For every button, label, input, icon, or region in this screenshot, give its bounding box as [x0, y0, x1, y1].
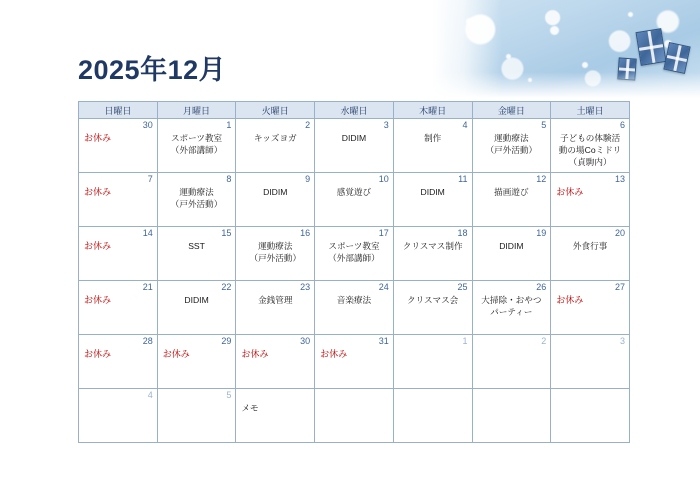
- snowflake-icon: [628, 12, 633, 17]
- event-line: DIDIM: [341, 133, 367, 143]
- calendar-day-cell[interactable]: [551, 119, 630, 173]
- weekday-header-thursday: 木曜日: [393, 102, 472, 119]
- rest-day-label: お休み: [556, 187, 584, 197]
- gift-box-icon: [636, 28, 667, 66]
- day-events: [239, 240, 311, 264]
- calendar-week-row: [79, 173, 630, 227]
- day-cell-content: [394, 173, 472, 226]
- day-cell-content: [551, 173, 629, 226]
- calendar-day-cell[interactable]: [472, 281, 551, 335]
- day-events: [397, 294, 469, 306]
- day-cell-content: [473, 119, 551, 172]
- event-line: 音楽療法: [336, 295, 372, 305]
- calendar-day-cell[interactable]: [315, 389, 394, 443]
- calendar-week-row: [79, 389, 630, 443]
- snowflake-icon: [582, 62, 588, 68]
- calendar-day-cell[interactable]: [472, 389, 551, 443]
- page-title: 2025年12月: [78, 55, 227, 85]
- day-number: 8: [226, 174, 232, 184]
- day-cell-content: [315, 173, 393, 226]
- memo-label: メモ: [241, 403, 259, 413]
- event-line: キッズヨガ: [253, 133, 297, 143]
- day-cell-content: [473, 281, 551, 334]
- calendar-day-cell[interactable]: [315, 119, 394, 173]
- calendar-week-row: [79, 227, 630, 281]
- day-events: [161, 132, 233, 156]
- day-cell-content: [79, 281, 157, 334]
- day-cell-content: [551, 335, 629, 388]
- rest-day-label: お休み: [556, 295, 584, 305]
- event-line: DIDIM: [184, 295, 209, 305]
- calendar-day-cell[interactable]: [393, 281, 472, 335]
- calendar-day-cell[interactable]: [157, 335, 236, 389]
- day-number: 25: [457, 282, 468, 292]
- weekday-header-monday: 月曜日: [157, 102, 236, 119]
- event-line: （外部講師）: [170, 145, 223, 155]
- day-events: [476, 186, 548, 198]
- day-number: 5: [541, 120, 547, 130]
- event-line: （戸外活動）: [170, 199, 223, 209]
- day-cell-content: [473, 335, 551, 388]
- calendar-body: [79, 119, 630, 443]
- day-cell-content: [394, 227, 472, 280]
- event-line: 運動療法: [258, 241, 293, 251]
- event-line: DIDIM: [420, 187, 445, 197]
- art-fade-bottom: [432, 72, 700, 98]
- day-cell-content: [236, 119, 314, 172]
- snowflake-icon: [550, 26, 559, 35]
- rest-day-label: お休み: [84, 187, 112, 197]
- calendar-day-cell[interactable]: [551, 389, 630, 443]
- day-cell-content: [236, 335, 314, 388]
- day-number: 3: [619, 336, 625, 346]
- day-events: [554, 240, 626, 252]
- event-line: クリスマス会: [407, 295, 459, 305]
- day-events: [397, 240, 469, 252]
- day-number: 10: [378, 174, 389, 184]
- event-line: 大掃除・おやつ: [481, 295, 542, 305]
- day-events: [318, 186, 390, 198]
- day-number: 31: [378, 336, 389, 346]
- calendar-day-cell[interactable]: [236, 119, 315, 173]
- calendar-day-cell[interactable]: [315, 281, 394, 335]
- day-events: [161, 240, 233, 252]
- event-line: DIDIM: [499, 241, 524, 251]
- snowflake-icon: [506, 54, 511, 59]
- calendar-week-row: [79, 281, 630, 335]
- calendar-day-cell[interactable]: [393, 173, 472, 227]
- day-number: 13: [614, 174, 625, 184]
- rest-day-label: お休み: [162, 349, 190, 359]
- event-line: 動の場Coミドリ: [558, 145, 622, 155]
- event-line: DIDIM: [263, 187, 288, 197]
- day-cell-content: [394, 389, 472, 442]
- day-number: 14: [142, 228, 153, 238]
- calendar-day-cell[interactable]: [236, 227, 315, 281]
- calendar-week-row: [79, 335, 630, 389]
- day-cell-content: [551, 281, 629, 334]
- weekday-header-saturday: 土曜日: [551, 102, 630, 119]
- day-cell-content: [158, 389, 236, 442]
- calendar-day-cell[interactable]: [393, 119, 472, 173]
- day-cell-content: [158, 281, 236, 334]
- day-number: 7: [147, 174, 153, 184]
- day-number: 4: [147, 390, 153, 400]
- day-events: [239, 294, 311, 306]
- day-number: 23: [300, 282, 311, 292]
- day-events: [161, 186, 233, 210]
- day-cell-content: [236, 173, 314, 226]
- day-cell-content: [315, 281, 393, 334]
- day-cell-content: [394, 119, 472, 172]
- day-cell-content: [315, 119, 393, 172]
- calendar-day-cell[interactable]: [236, 281, 315, 335]
- calendar-day-cell[interactable]: [157, 173, 236, 227]
- rest-day-label: お休み: [84, 295, 112, 305]
- day-cell-content: [158, 335, 236, 388]
- day-cell-content: [315, 335, 393, 388]
- calendar-day-cell[interactable]: [551, 227, 630, 281]
- calendar-day-cell[interactable]: [157, 281, 236, 335]
- day-cell-content: [551, 389, 629, 442]
- rest-day-label: お休み: [320, 349, 348, 359]
- calendar-day-cell[interactable]: [393, 389, 472, 443]
- day-events: [239, 186, 311, 198]
- day-number: 2: [541, 336, 547, 346]
- day-number: 19: [536, 228, 547, 238]
- calendar-day-cell[interactable]: [393, 227, 472, 281]
- day-number: 27: [614, 282, 625, 292]
- day-number: 24: [378, 282, 389, 292]
- day-number: 20: [614, 228, 625, 238]
- day-cell-content: [236, 227, 314, 280]
- day-number: 26: [536, 282, 547, 292]
- day-events: [397, 132, 469, 144]
- day-events: [476, 240, 548, 252]
- calendar-day-cell[interactable]: [157, 389, 236, 443]
- day-number: 16: [300, 228, 311, 238]
- day-number: 21: [142, 282, 153, 292]
- day-cell-content: [394, 281, 472, 334]
- event-line: （戸外活動）: [485, 145, 538, 155]
- calendar-day-cell[interactable]: [79, 119, 158, 173]
- calendar-day-cell[interactable]: [236, 173, 315, 227]
- event-line: （戸外活動）: [249, 253, 302, 263]
- day-cell-content: [473, 173, 551, 226]
- day-events: [397, 186, 469, 198]
- rest-day-label: お休み: [84, 133, 112, 143]
- day-cell-content: [79, 173, 157, 226]
- day-cell-content: [158, 119, 236, 172]
- calendar-day-cell[interactable]: [79, 173, 158, 227]
- calendar-day-cell[interactable]: [315, 335, 394, 389]
- day-number: 9: [305, 174, 311, 184]
- calendar-day-cell[interactable]: [472, 173, 551, 227]
- event-line: スポーツ教室: [328, 241, 380, 251]
- day-number: 12: [536, 174, 547, 184]
- day-cell-content: [394, 335, 472, 388]
- day-cell-content: [158, 227, 236, 280]
- event-line: 描画遊び: [494, 187, 529, 197]
- day-number: 17: [378, 228, 389, 238]
- day-number: 30: [142, 120, 153, 130]
- day-events: [554, 132, 626, 168]
- weekday-header-friday: 金曜日: [472, 102, 551, 119]
- day-number: 6: [619, 120, 625, 130]
- day-cell-content: [236, 281, 314, 334]
- calendar-day-cell[interactable]: [472, 335, 551, 389]
- day-number: 29: [221, 336, 232, 346]
- day-cell-content: [79, 389, 157, 442]
- calendar-day-cell[interactable]: [157, 119, 236, 173]
- calendar-day-cell[interactable]: [79, 227, 158, 281]
- day-events: [318, 240, 390, 264]
- event-line: 金銭管理: [258, 295, 293, 305]
- calendar-day-cell[interactable]: [472, 227, 551, 281]
- weekday-header-wednesday: 水曜日: [315, 102, 394, 119]
- calendar-day-cell[interactable]: [315, 173, 394, 227]
- event-line: 制作: [424, 133, 442, 143]
- day-number: 4: [462, 120, 468, 130]
- event-line: 運動療法: [179, 187, 214, 197]
- calendar-day-cell[interactable]: [236, 389, 315, 443]
- calendar-day-cell[interactable]: [79, 389, 158, 443]
- day-cell-content: [79, 227, 157, 280]
- day-cell-content: [551, 227, 629, 280]
- weekday-header-sunday: 日曜日: [79, 102, 158, 119]
- day-number: 18: [457, 228, 468, 238]
- day-cell-content: [473, 389, 551, 442]
- day-number: 15: [221, 228, 232, 238]
- rest-day-label: お休み: [241, 349, 269, 359]
- day-cell-content: [79, 119, 157, 172]
- day-number: 28: [142, 336, 153, 346]
- calendar-header-row: [79, 102, 630, 119]
- event-line: クリスマス制作: [402, 241, 463, 251]
- calendar-table: [78, 101, 630, 443]
- calendar-table-wrapper: [78, 101, 630, 443]
- rest-day-label: お休み: [84, 349, 112, 359]
- calendar-day-cell[interactable]: [79, 335, 158, 389]
- day-number: 3: [383, 120, 389, 130]
- rest-day-label: お休み: [84, 241, 112, 251]
- calendar-day-cell[interactable]: [472, 119, 551, 173]
- event-line: 運動療法: [494, 133, 529, 143]
- event-line: SST: [188, 241, 205, 251]
- day-cell-content: [315, 227, 393, 280]
- calendar-day-cell[interactable]: [157, 227, 236, 281]
- day-number: 30: [300, 336, 311, 346]
- day-number: 1: [462, 336, 468, 346]
- calendar-week-row: [79, 119, 630, 173]
- day-cell-content: [315, 389, 393, 442]
- day-events: [318, 294, 390, 306]
- event-line: （外部講師）: [328, 253, 380, 263]
- calendar-day-cell[interactable]: [551, 281, 630, 335]
- calendar-day-cell[interactable]: [551, 173, 630, 227]
- day-events: [161, 294, 233, 306]
- event-line: スポーツ教室: [170, 133, 223, 143]
- weekday-header-tuesday: 火曜日: [236, 102, 315, 119]
- day-events: [476, 132, 548, 156]
- event-line: 外食行事: [572, 241, 608, 251]
- day-cell-content: [158, 173, 236, 226]
- day-number: 1: [226, 120, 232, 130]
- event-line: パーティー: [490, 307, 533, 317]
- day-cell-content: [551, 119, 629, 172]
- day-number: 5: [226, 390, 232, 400]
- event-line: 感覚遊び: [336, 187, 372, 197]
- day-events: [239, 132, 311, 144]
- day-number: 22: [221, 282, 232, 292]
- calendar-day-cell[interactable]: [79, 281, 158, 335]
- calendar-day-cell[interactable]: [315, 227, 394, 281]
- day-number: 2: [305, 120, 311, 130]
- day-cell-content: [473, 227, 551, 280]
- day-events: [476, 294, 548, 318]
- day-cell-content: [79, 335, 157, 388]
- day-cell-content: [236, 389, 314, 442]
- day-number: 11: [458, 174, 468, 184]
- event-line: （貞駒内）: [568, 157, 612, 167]
- day-events: [318, 132, 390, 144]
- event-line: 子どもの体験活: [560, 133, 621, 143]
- snow-gift-boxes-image: [432, 0, 700, 98]
- calendar-day-cell[interactable]: [236, 335, 315, 389]
- calendar-day-cell[interactable]: [551, 335, 630, 389]
- calendar-day-cell[interactable]: [393, 335, 472, 389]
